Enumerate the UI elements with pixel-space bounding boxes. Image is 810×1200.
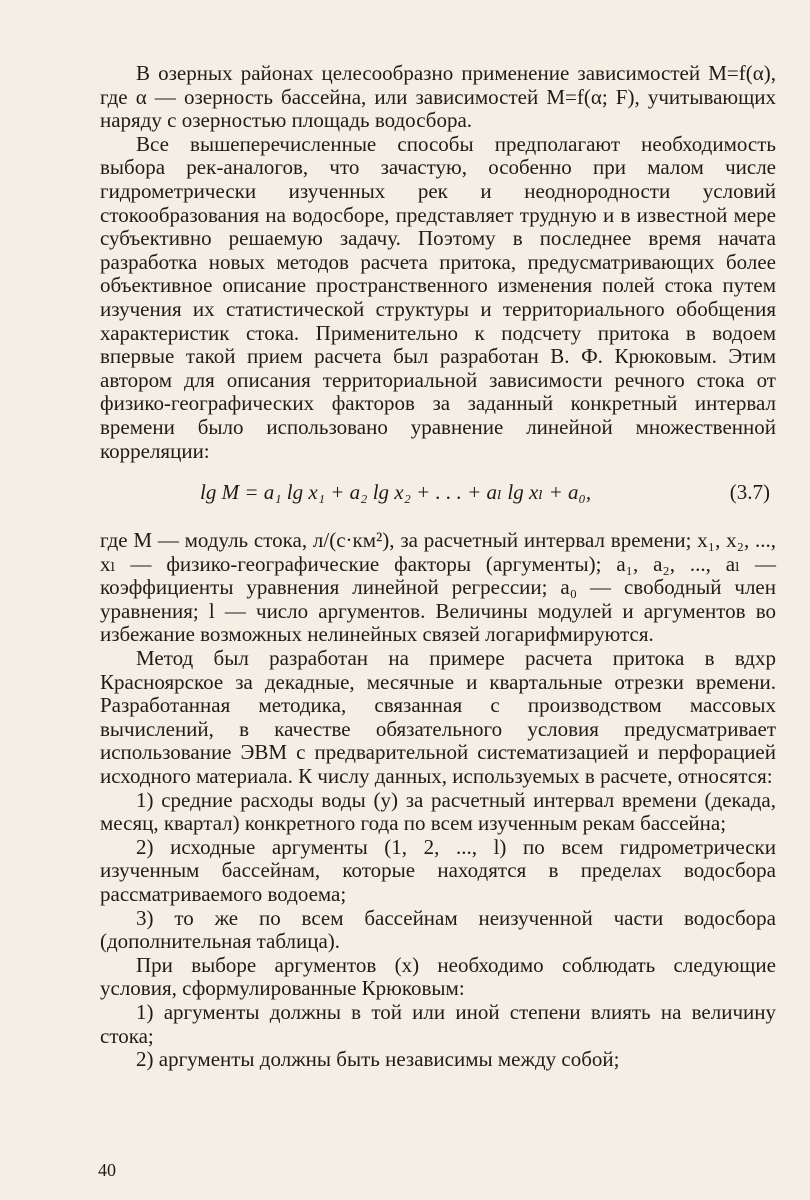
paragraph-lake-regions: В озерных районах целесообразно применение зависимостей M=f(α), где α — озерность бассейна, или зависимостей M=f(α; F), учитывающих наряду с озерностью площадь водосбора. — [100, 61, 776, 133]
list-item-1: 1) средние расходы воды (y) за расчетный интервал времени (декада, месяц, квартал) конкретного года по всем изученным рекам бассейна; — [100, 787, 776, 836]
paragraph-method-development: Метод был разработан на примере расчета притока в вдхр Красноярское за декадные, месячные и квартальные отрезки времени. Разработанная методика, связанная с производством массовых вычислений, в качестве обязательного условия предусматривает использование ЭВМ с предварительной систематизацией и перфорацией исходного материала. К числу данных, используемых в расчете, относятся: — [100, 646, 776, 789]
condition-item-2: 2) аргументы должны быть независимы между собой; — [136, 1047, 620, 1072]
list-item-3: 3) то же по всем бассейнам неизученной части водосбора (дополнительная таблица). — [100, 905, 776, 954]
condition-item-1: 1) аргументы должны в той или иной степени влиять на величину стока; — [100, 999, 776, 1048]
formula-number: (3.7) — [729, 480, 770, 505]
formula-3-7 — [100, 463, 776, 529]
paragraph-analog-methods: Все вышеперечисленные способы предполагают необходимость выбора рек-аналогов, что зачастую, особенно при малом числе гидрометрически изученных рек и неоднородности условий стокообразования на водосборе, представляет трудную и в известной мере субъективно решаемую задачу. Поэтому в последнее время начата разработка новых методов расчета притока, предусматривающих более объективное описание пространственного изменения полей стока путем изучения их статистической структуры и территориального обобщения характеристик стока. Применительно к подсчету притока в водоем впервые такой прием расчета был разработан В. Ф. Крюковым. Этим автором для описания территориальной зависимости речного стока от физико-географических факторов за заданный конкретный интервал времени было использовано уравнение линейной множественной корреляции: — [100, 131, 776, 463]
formula-expression: lg M = a₁ lg x₁ + a₂ lg x₂ + . . . + aₗ lg xₗ + a₀, — [200, 480, 592, 505]
paragraph-variable-definitions: где M — модуль стока, л/(с·км²), за расчетный интервал времени; x₁, x₂, ..., xₗ — физико-географические факторы (аргументы); a₁, a₂, ..., aₗ — коэффициенты уравнения линейной регрессии; a₀ — свободный член уравнения; l — число аргументов. Величины модулей и аргументов во избежание возможных нелинейных связей логарифмируются. — [100, 528, 776, 647]
page-number: 40 — [98, 1160, 116, 1180]
list-item-2: 2) исходные аргументы (1, 2, ..., l) по всем гидрометрически изученным бассейнам, которые находятся в пределах водосбора рассматриваемого водоема; — [100, 834, 776, 906]
body-text — [100, 62, 776, 1072]
paragraph-argument-selection: При выборе аргументов (x) необходимо соблюдать следующие условия, сформулированные Крюковым: — [100, 952, 776, 1001]
